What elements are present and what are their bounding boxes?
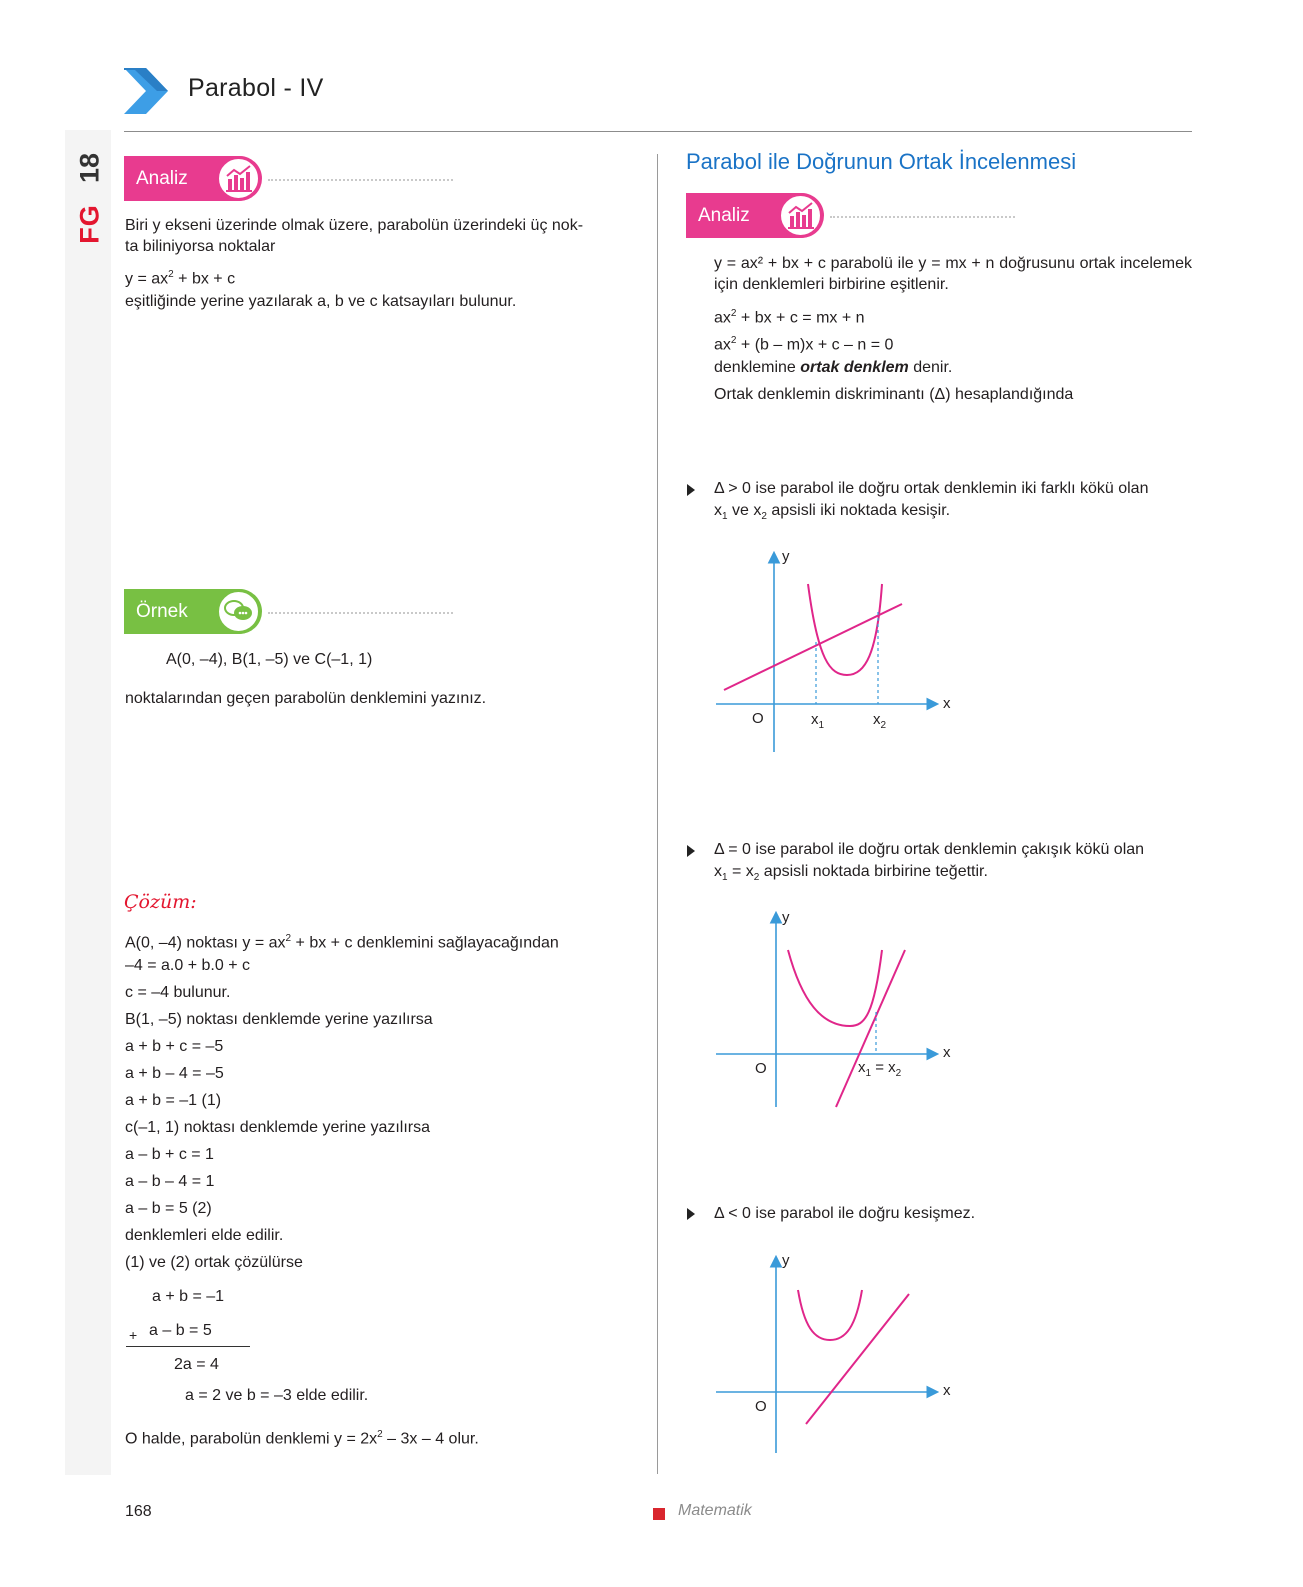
solution-line: a + b = –1 (1): [125, 1092, 222, 1109]
solution-line: a – b + c = 1: [125, 1146, 214, 1163]
system-line: a + b = –1: [152, 1288, 225, 1305]
parabola-curve: [798, 1290, 862, 1340]
axis-label-x: x: [943, 695, 951, 712]
dotted-rule: [268, 179, 453, 181]
solution-line: a – b – 4 = 1: [125, 1173, 215, 1190]
tangent-line: [836, 950, 905, 1107]
page-number: 168: [125, 1503, 152, 1520]
footer-square-icon: [653, 1508, 665, 1520]
bullet-triangle-icon: [687, 845, 695, 857]
system-line: 2a = 4: [174, 1356, 219, 1373]
graph-no-intersection: [700, 1246, 980, 1458]
chart-icon: [778, 193, 823, 238]
ornek-label: Örnek: [136, 601, 188, 622]
parabola-curve: [788, 950, 882, 1026]
case-2-line: $x_1 = x_2$ apsisli noktada birbirine teğettir.: [714, 863, 988, 884]
section-title: Parabol ile Doğrunun Ortak İncelenmesi: [686, 149, 1077, 174]
case-3-text: Δ < 0 ise parabol ile doğru kesişmez.: [714, 1205, 976, 1222]
case-1-text: [714, 478, 1192, 528]
origin-label: O: [755, 1398, 767, 1415]
dotted-rule: [830, 216, 1015, 218]
case-2-line: Δ = 0 ise parabol ile doğru ortak denklemin çakışık kökü olan: [714, 841, 1145, 858]
solution-line: a – b = 5 (2): [125, 1200, 212, 1217]
solution-line: c(–1, 1) noktası denklemde yerine yazılırsa: [125, 1119, 431, 1136]
analiz-equation: $y = ax^2$ + bx + c: [125, 269, 236, 288]
case-1-line: Δ > 0 ise parabol ile doğru ortak denklemin iki farklı kökü olan: [714, 480, 1149, 497]
analiz-badge: [124, 156, 262, 201]
solution-line: denklemleri elde edilir.: [125, 1227, 284, 1244]
column-divider: [657, 154, 658, 1474]
ornek-points: A(0, –4), B(1, –5) ve C(–1, 1): [166, 651, 373, 668]
parabola-curve: [808, 584, 882, 675]
solution-line: a + b + c = –5: [125, 1038, 224, 1055]
case-1-line: $x_1$ ve $x_2$ apsisli iki noktada kesişir.: [714, 502, 951, 523]
axis-label-y: y: [782, 909, 790, 926]
equation-line: $ax^2 + (b - m)x + c - n = 0$: [714, 335, 894, 354]
analiz-conclusion: eşitliğinde yerine yazılarak a, b ve c katsayıları bulunur.: [125, 293, 517, 310]
equation-line: denklemine ortak denklem denir.: [714, 359, 953, 376]
system-line: a – b = 5: [149, 1322, 212, 1339]
solution-line: B(1, –5) noktası denklemde yerine yazılırsa: [125, 1011, 433, 1028]
axis-label-y: y: [782, 548, 790, 565]
footer-subject: Matematik: [678, 1502, 752, 1519]
page-title: Parabol - IV: [188, 74, 324, 102]
solution-line: A(0, –4) noktası $y = ax^2$ + bx + c denklemini sağlayacağından: [125, 933, 559, 952]
analiz-badge: [686, 193, 824, 238]
equation-line: Ortak denklemin diskriminantı (Δ) hesaplandığında: [714, 386, 1074, 403]
solution-line: c = –4 bulunur.: [125, 984, 231, 1001]
analiz-line-2: ta biliniyorsa noktalar: [125, 238, 276, 255]
chart-icon: [216, 156, 261, 201]
analiz-label: Analiz: [136, 168, 188, 189]
ornek-question: noktalarından geçen parabolün denklemini yazınız.: [125, 690, 487, 707]
sidebar-number: 18: [74, 152, 105, 184]
solution-line: –4 = a.0 + b.0 + c: [125, 957, 250, 974]
intro-paragraph: y = ax² + bx + c parabolü ile y = mx + n doğrusunu ortak incelemek için denklemleri birbirine eşitlenir.: [714, 255, 1192, 293]
analiz-line-1: Biri y ekseni üzerinde olmak üzere, parabolün üzerindeki üç nok-: [125, 217, 584, 234]
sidebar-fg: FG: [74, 204, 105, 244]
x1-label: $x_1$: [811, 711, 825, 731]
bullet-triangle-icon: [687, 484, 695, 496]
chevron-logo-icon: [124, 68, 168, 114]
x2-label: $x_2$: [873, 711, 887, 731]
axis-label-x: x: [943, 1382, 951, 1399]
cozum-label: Çözüm:: [124, 891, 197, 913]
plus-sign: +: [129, 1327, 138, 1343]
x1-equals-x2-label: $x_1 = x_2$: [858, 1059, 902, 1079]
graph-two-intersections: [700, 540, 980, 760]
origin-label: O: [752, 710, 764, 727]
header-divider: [124, 131, 1192, 132]
graph-tangent: [700, 902, 980, 1112]
bullet-triangle-icon: [687, 1208, 695, 1220]
equation-line: $ax^2$ + bx + c = mx + n: [714, 308, 865, 327]
sum-rule: [126, 1346, 250, 1347]
speech-bubble-icon: [216, 589, 261, 634]
axis-label-x: x: [943, 1044, 951, 1061]
system-line: a = 2 ve b = –3 elde edilir.: [185, 1387, 369, 1404]
origin-label: O: [755, 1060, 767, 1077]
solution-line: a + b – 4 = –5: [125, 1065, 224, 1082]
case-2-text: [714, 839, 1192, 889]
ornek-badge: [124, 589, 262, 634]
analiz-label: Analiz: [698, 205, 750, 226]
final-equation: O halde, parabolün denklemi $y = 2x^2 - 3x - 4$ olur.: [125, 1429, 479, 1448]
solution-line: (1) ve (2) ortak çözülürse: [125, 1254, 303, 1271]
dotted-rule: [268, 612, 453, 614]
axis-label-y: y: [782, 1252, 790, 1269]
analiz-text: [125, 215, 630, 257]
side-strip: [65, 130, 111, 1475]
